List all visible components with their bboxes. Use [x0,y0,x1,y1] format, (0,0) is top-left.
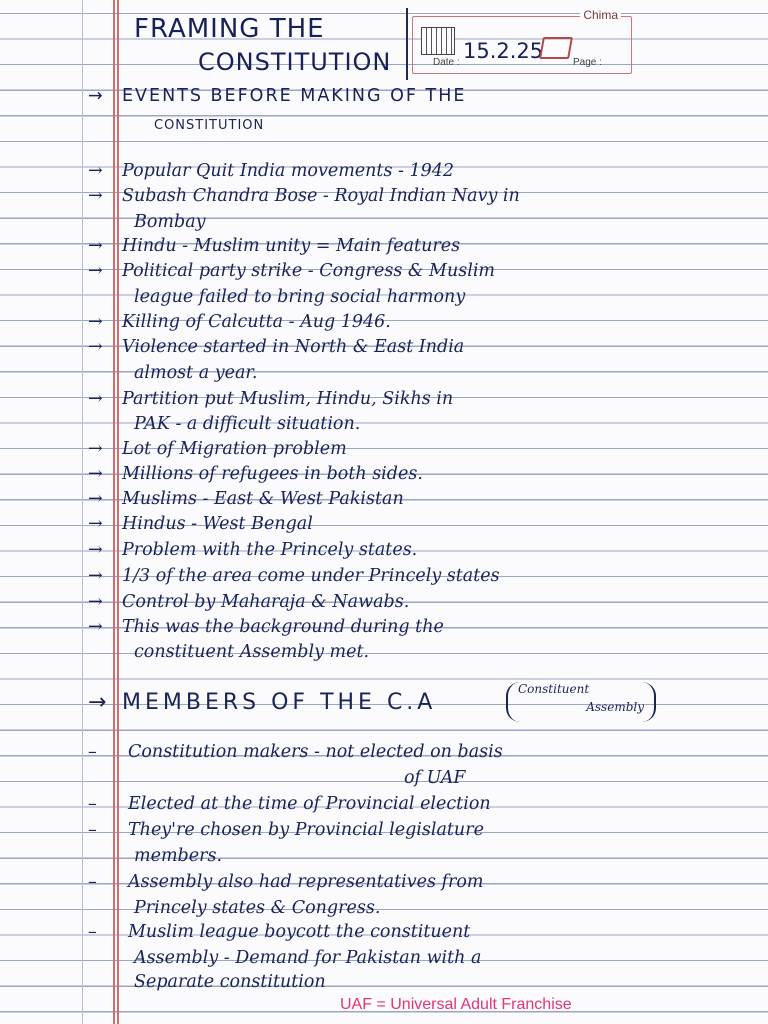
arrow-icon: → [88,489,103,509]
date-label: Date : [433,57,460,68]
dash-bullet: – [88,922,97,942]
list-item: → Millions of refugees in both sides. [88,464,423,484]
list-item: → Hindus - West Bengal [88,514,313,534]
list-item: → This was the background during the [88,617,444,637]
list-item: → Hindu - Muslim unity = Main features [88,236,461,256]
arrow-icon: → [88,540,103,560]
section1-heading [88,86,466,106]
heading-note-line1: Constituent [518,682,590,696]
arrow-icon: → [88,566,103,586]
arrow-icon: → [88,261,103,281]
footer-note: UAF = Universal Adult Franchise [340,996,572,1013]
list-item-continuation: Separate constitution [134,972,326,992]
section2-heading-note [506,682,656,722]
list-item-continuation: Princely states & Congress. [134,898,381,918]
list-item: – Elected at the time of Provincial election [88,794,491,814]
page-title-line2: CONSTITUTION [198,48,392,76]
heading-note-line2: Assembly [586,700,644,714]
dash-bullet: – [88,742,97,762]
page-title [126,8,408,80]
margin-line-left [113,0,115,1024]
arrow-icon: → [88,161,103,181]
dash-bullet: – [88,872,97,892]
arrow-icon: → [88,86,105,106]
stamp-brand: Chima [580,8,621,22]
page-title-line1: FRAMING THE [134,14,325,44]
arrow-icon: → [88,617,103,637]
section1-heading-line1: EVENTS BEFORE MAKING OF THE [122,86,467,106]
list-item: → Political party strike - Congress & Muslim [88,261,496,281]
list-item-continuation: Bombay [134,212,206,232]
arrow-icon: → [88,514,103,534]
list-item-continuation: Assembly - Demand for Pakistan with a [134,948,482,968]
arrow-icon: → [88,439,103,459]
arrow-icon: → [88,186,103,206]
list-item: – Constitution makers - not elected on basis [88,742,503,762]
list-item-continuation: almost a year. [134,363,258,383]
list-item-continuation: league failed to bring social harmony [134,287,466,307]
list-item: → Partition put Muslim, Hindu, Sikhs in [88,389,454,409]
dash-bullet: – [88,794,97,814]
list-item: → Muslims - East & West Pakistan [88,489,404,509]
list-item: → Problem with the Princely states. [88,540,418,560]
section2-heading [88,690,436,715]
page-label: Page : [573,57,602,68]
arrow-icon: → [88,592,103,612]
arrow-icon: → [88,312,103,332]
date-stamp-box [412,8,632,74]
calendar-icon [421,27,455,55]
arrow-icon: → [88,464,103,484]
list-item: – They're chosen by Provincial legislature [88,820,484,840]
arrow-icon: → [88,389,103,409]
list-item: → 1/3 of the area come under Princely states [88,566,500,586]
section2-heading-text: MEMBERS OF THE C.A [122,690,437,715]
list-item: → Control by Maharaja & Nawabs. [88,592,410,612]
list-item-continuation: PAK - a difficult situation. [134,414,361,434]
list-item-continuation: members. [134,846,223,866]
margin-line-right [117,0,119,1024]
list-item-continuation: constituent Assembly met. [134,642,370,662]
arrow-icon: → [88,337,103,357]
arrow-icon: → [88,690,111,715]
book-icon [539,37,573,59]
list-item: → Killing of Calcutta - Aug 1946. [88,312,391,332]
list-item: – Muslim league boycott the constituent [88,922,471,942]
list-item: – Assembly also had representatives from [88,872,484,892]
list-item: → Subash Chandra Bose - Royal Indian Navy in [88,186,520,206]
dash-bullet: – [88,820,97,840]
section1-heading-line2: CONSTITUTION [154,118,265,133]
arrow-icon: → [88,236,103,256]
list-item-continuation: of UAF [404,768,466,788]
date-value: 15.2.25 [463,39,544,63]
list-item: → Lot of Migration problem [88,439,347,459]
list-item: → Violence started in North & East India [88,337,465,357]
page-edge-line [82,0,83,1024]
list-item: → Popular Quit India movements - 1942 [88,161,455,181]
